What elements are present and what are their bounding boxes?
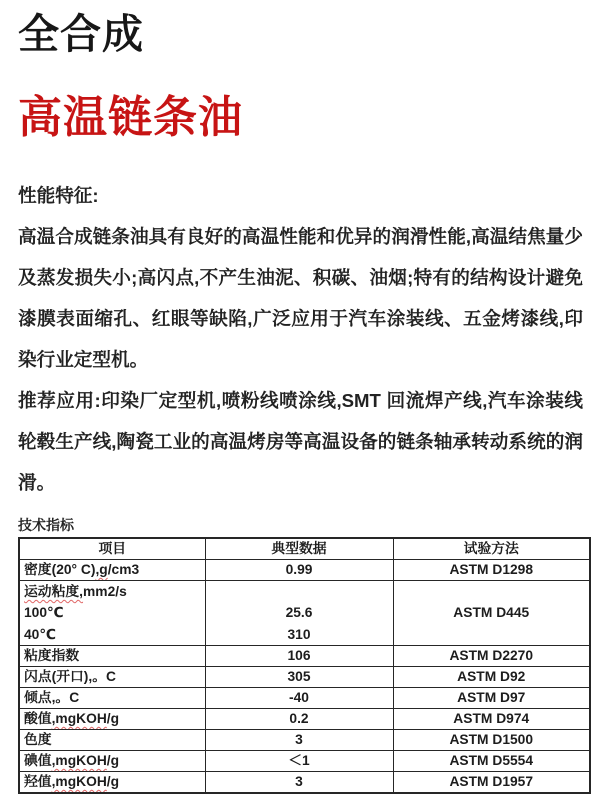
table-header-row (19, 538, 590, 560)
spec-value-cell: 106 (205, 646, 393, 667)
spec-table (18, 537, 591, 794)
spellcheck-squiggle: ,mgKOH (51, 711, 107, 727)
spec-value-cell: ＜1 (205, 751, 393, 772)
table-row (19, 751, 590, 772)
table-row (19, 667, 590, 688)
spec-item-cell: 闪点(开口),。C (19, 667, 205, 688)
spec-item-cell: 运动粘度,mm2/s 100℃ 40℃ (19, 581, 205, 646)
spec-item-cell: 色度 (19, 730, 205, 751)
spec-value-cell: 3 (205, 730, 393, 751)
spellcheck-squiggle: ,g (95, 562, 108, 577)
features-paragraph: 高温合成链条油具有良好的高温性能和优异的润滑性能,高温结焦量少及蒸发损失小;高闪点,不产生油泥、积碳、油烟;特有的结构设计避免漆膜表面缩孔、红眼等缺陷,广泛应用于汽车涂装线、五金烤漆线,印染行业定型机。 (18, 226, 583, 370)
spec-item-cell: 密度(20° C),g/cm3 (19, 560, 205, 581)
product-line-title: 全合成 (18, 11, 144, 57)
spec-value-cell: 305 (205, 667, 393, 688)
spec-item-cell: 倾点,。C (19, 688, 205, 709)
table-row (19, 772, 590, 794)
table-row (19, 730, 590, 751)
spec-value-cell: 3 (205, 772, 393, 794)
features-heading: 性能特征: (18, 185, 99, 206)
spec-value-cell: 0.2 (205, 709, 393, 730)
spellcheck-squiggle: ,mgKOH (51, 753, 107, 769)
spec-method-cell: ASTM D2270 (393, 646, 590, 667)
spec-method-cell: ASTM D1298 (393, 560, 590, 581)
applications-paragraph: 推荐应用:印染厂定型机,喷粉线喷涂线,SMT 回流焊产线,汽车涂装线轮毂生产线,陶瓷工业的高温烤房等高温设备的链条轴承转动系统的润滑。 (18, 390, 583, 493)
spec-item-cell: 羟值,mgKOH/g (19, 772, 205, 794)
spec-value-cell: 0.99 (205, 560, 393, 581)
spec-table-caption: 技术指标 (18, 517, 74, 533)
spec-item-cell: 酸值,mgKOH/g (19, 709, 205, 730)
spec-method-cell: ASTM D1500 (393, 730, 590, 751)
spec-value-cell: 25.6 310 (205, 581, 393, 646)
spec-item-cell: 碘值,mgKOH/g (19, 751, 205, 772)
spec-method-cell: ASTM D974 (393, 709, 590, 730)
spec-method-cell: ASTM D97 (393, 688, 590, 709)
spec-value-cell: -40 (205, 688, 393, 709)
spec-method-cell: ASTM D445 (393, 581, 590, 646)
table-row (19, 646, 590, 667)
table-row (19, 709, 590, 730)
spellcheck-squiggle: ,mgKOH (51, 774, 107, 790)
table-row (19, 560, 590, 581)
spec-method-cell: ASTM D5554 (393, 751, 590, 772)
header-test-method: 试验方法 (393, 538, 590, 560)
body-copy (18, 175, 583, 503)
spec-item-cell: 粘度指数 (19, 646, 205, 667)
table-row-viscosity (19, 581, 590, 646)
spec-method-cell: ASTM D92 (393, 667, 590, 688)
table-row (19, 688, 590, 709)
header-item: 项目 (19, 538, 205, 560)
spellcheck-squiggle: 运动粘度, (24, 584, 84, 599)
header-typical-data: 典型数据 (205, 538, 393, 560)
spec-method-cell: ASTM D1957 (393, 772, 590, 794)
product-name-title: 高温链条油 (18, 93, 243, 142)
